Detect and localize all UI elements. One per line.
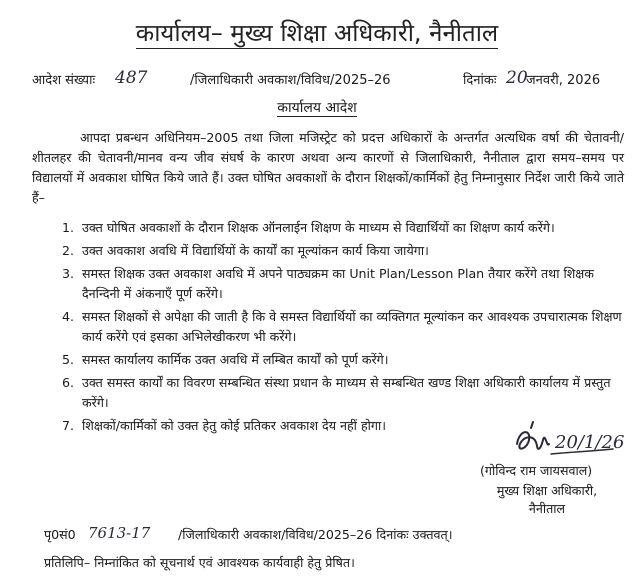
date-label: दिनांकः [463,73,497,88]
order-number-label: आदेश संख्याः [32,73,96,88]
instruction-text: उक्त घोषित अवकाशों के दौरान शिक्षक ऑनलाईन शिक्षण के माध्यम से विद्यार्थियों का शिक्षण कार्य करेंगे। [82,220,555,235]
endorsement-label: पृ0सं0 [44,527,76,542]
instruction-number: 3. [62,266,75,281]
handwritten-signature [511,418,625,462]
order-number-handwritten: 487 [115,68,148,88]
date-day-handwritten: 20 [506,68,528,88]
instruction-number: 7. [62,418,75,433]
intro-paragraph: आपदा प्रबन्धन अधिनियम–2005 तथा जिला मजिस्ट्रेट को प्रदत्त अधिकारों के अन्तर्गत अत्यधिक वर्षा की चेतावनी/शीतलहर की चेतावनी/मानव वन्य जीव संघर्ष के कारण अथवा अन्य कारणों से जिलाधिकारी, नैनीताल द्वारा समय–समय पर विद्यालयों में अवकाश घोषित किये जाते हैं। उक्त घोषित अवकाशों के दौरान शिक्षकों/कार्मिकों हेतु निम्नानुसार निर्देश जारी किये जाते हैं– [32,130,624,205]
instruction-text: उक्त समस्त कार्यों का विवरण सम्बन्धित संस्था प्रधान के माध्यम से सम्बन्धित खण्ड शिक्षा अधिकारी कार्यालय में प्रस्तुत करेंगे। [82,375,611,410]
signature-date: 20/1/26 [555,432,625,453]
instruction-text: उक्त अवकाश अवधि में विद्यार्थियों के कार्यों का मूल्यांकन कार्य किया जायेगा। [82,243,429,258]
order-heading [0,98,634,118]
instruction-item [62,264,622,304]
date-month-year: जनवरी, 2026 [526,73,601,88]
instruction-item [62,241,622,261]
instruction-number: 2. [62,243,75,258]
instruction-list [62,218,622,436]
instruction-item [62,218,622,238]
copy-forwarded-line: प्रतिलिपि– निम्नांकित को सूचनार्थ एवं आवश्यक कार्यवाही हेतु प्रेषित। [44,555,355,570]
office-title-text: कार्यालय– मुख्य शिक्षा अधिकारी, नैनीताल [135,19,499,47]
endorsement-reference: /जिलाधिकारी अवकाश/विविध/2025–26 दिनांकः उक्तवत्। [178,527,453,542]
instruction-number: 1. [62,220,75,235]
file-reference-path: /जिलाधिकारी अवकाश/विविध/2025–26 [190,73,391,88]
instruction-text: समस्त शिक्षकों से अपेक्षा की जाती है कि वे समस्त विद्यार्थियों का व्यक्तिगत मूल्यांकन कर आवश्यक उपचारात्मक शिक्षण कार्य करेंगे एवं इसका अभिलेखीकरण भी करेंगे। [82,309,622,344]
instruction-text: शिक्षकों/कार्मिकों को उक्त हेतु कोई प्रतिकर अवकाश देय नहीं होगा। [82,418,387,433]
signer-designation: मुख्य शिक्षा अधिकारी, [496,483,598,498]
signer-place: नैनीताल [528,501,566,516]
order-heading-text: कार्यालय आदेश [277,100,357,116]
endorsement-line [44,524,624,546]
instruction-number: 6. [62,375,75,390]
instruction-text: समस्त कार्यालय कार्मिक उक्त अवधि में लम्बित कार्यों को पूर्ण करेंगे। [82,352,389,367]
instruction-number: 5. [62,352,75,367]
signer-name: (गोविन्द राम जायसवाल) [480,463,593,478]
instruction-item [62,350,622,370]
instruction-text: समस्त शिक्षक उक्त अवकाश अवधि में अपने पाठ्यक्रम का Unit Plan/Lesson Plan तैयार करेंगे तथा शिक्षक दैनन्दिनी में अंकनाएँ पूर्ण करेंगे। [82,266,594,301]
instruction-item [62,307,622,347]
instruction-number: 4. [62,309,75,324]
instruction-item [62,373,622,413]
order-reference-line [32,70,612,92]
endorsement-number-handwritten: 7613-17 [88,524,151,542]
office-title [0,18,634,48]
